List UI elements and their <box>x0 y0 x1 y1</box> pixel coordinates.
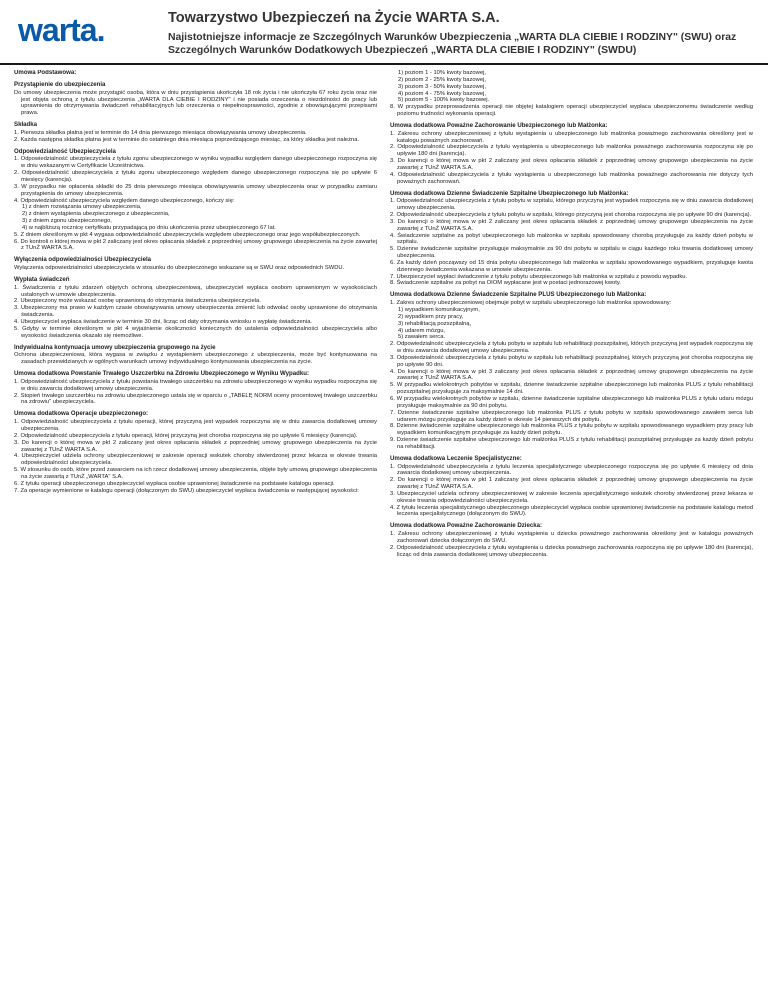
section-heading: Wypłata świadczeń <box>14 275 70 283</box>
section <box>14 149 377 253</box>
paragraph: Ochrona ubezpieczeniowa, która wygasa w związku z wystąpieniem ubezpieczonego z ubezpieczenia, może być kontynuowana na zasadach przewidzianych w ogólnych warunkach umowy indywidualnego kontynuowania ubezpieczenia na życie. <box>14 352 377 366</box>
paragraph: 3. Odpowiedzialność ubezpieczyciela z tytułu pobytu w szpitalu lub rehabilitacji pozszpitalnej, których przyczyną jest choroba rozpoczyna się po upływie 90 dni. <box>390 354 753 368</box>
paragraph: 5. W przypadku wielokrotnych pobytów w szpitalu, dzienne świadczenie szpitalne ubezpieczonego lub małżonka PLUS z tytułu rehabilitacji pozszpitalnej przysługuje za maksymalnie 14 dni. <box>390 382 753 396</box>
paragraph: 3. Ubezpieczony ma prawo w każdym czasie obowiązywania umowy ubezpieczenia zmienić lub odwołać osoby uprawnione do otrzymania świadczenia. <box>14 305 377 319</box>
list-item: 2) poziom 2 - 25% kwoty bazowej, <box>398 76 486 83</box>
paragraph: 6. Z tytułu operacji ubezpieczonego ubezpieczyciel wypłaca osobie uprawnionej świadczenie na podstawie katalogu operacji. <box>14 480 335 487</box>
left-column <box>14 70 377 990</box>
section <box>14 277 377 340</box>
paragraph: 1. Zakresu ochrony ubezpieczeniowej z tytułu wystąpienia u dziecka poważnego zachorowania określony jest w katalogu poważnych zachorowań dziecka dołączonym do SWU. <box>390 531 753 544</box>
paragraph: 4. Do karencji o której mowa w pkt 3 zaliczany jest okres opłacania składek z poprzedniej umowy grupowego ubezpieczenia na życie zawartej z TUnŻ WARTA S.A. <box>390 368 753 382</box>
list-item: 2) z dniem wystąpienia ubezpieczonego z ubezpieczenia, <box>22 211 170 218</box>
paragraph: 2. Do karencji o której mowa w pkt 1 zaliczany jest okres opłacania składek z poprzedniej umowy grupowego ubezpieczenia na życie zawartej z TUnŻ WARTA S.A. <box>390 477 753 491</box>
paragraph: 4. Ubezpieczyciel udziela ochrony ubezpieczeniowej w zakresie operacji wskutek choroby stwierdzonej przez lekarza w okresie trwania odpowiedzialności ubezpieczyciela. <box>14 453 377 467</box>
paragraph: 2. Odpowiedzialność ubezpieczyciela z tytułu wystąpienia u dziecka poważnego zachorowania rozpoczyna się po upływie 180 dni (karencja), licząc od dnia zawarcia dodatkowej umowy ubezpieczenia. <box>390 544 753 558</box>
section <box>390 123 753 186</box>
list-item: 5) zawałem serca. <box>398 334 446 341</box>
paragraph: 8. Dzienne świadczenie szpitalne ubezpieczonego lub małżonka PLUS z tytułu pobytu w szpitalu spowodowanego wypadkiem przy pracy lub wypadkiem komunikacyjnym przysługuje za każdy dzień pobytu. <box>390 423 753 437</box>
section-heading: Składka <box>14 121 38 129</box>
paragraph: 5. Z dniem określonym w pkt 4 wygasa odpowiedzialność ubezpieczyciela względem ubezpieczonego oraz jego współubezpieczonych. <box>14 231 361 238</box>
right-column <box>390 70 753 990</box>
list-item: 4) poziom 4 - 75% kwoty bazowej, <box>398 90 486 97</box>
list-item: 4) w najbliższą rocznicę certyfikatu przypadającą po dniu ukończenia przez ubezpieczonego 67 lat. <box>22 224 276 231</box>
list-item: 3) poziom 3 - 50% kwoty bazowej, <box>398 83 486 90</box>
paragraph: 4. Odpowiedzialność ubezpieczyciela względem danego ubezpieczonego, kończy się: <box>14 197 235 204</box>
paragraph: 4. Świadczenie szpitalne za pobyt ubezpieczonego lub małżonka w szpitalu spowodowany chorobą przysługuje za każdy dzień pobytu w szpitalu. <box>390 232 753 246</box>
paragraph: 6. Do kontroli o której mowa w pkt 2 zaliczany jest okres opłacania składek z poprzedniej umowy grupowego ubezpieczenia na życie zawartej z TUnŻ WARTA S.A. <box>14 238 377 252</box>
paragraph: 3. Ubezpieczyciel udziela ochrony ubezpieczeniowej w zakresie leczenia specjalistycznego wskutek choroby stwierdzonej przez lekarza w okresie trwania odpowiedzialności ubezpieczyciela. <box>390 490 753 504</box>
paragraph: 2. Odpowiedzialność ubezpieczyciela z tytułu zgonu ubezpieczonego względem danego ubezpieczonego rozpoczyna się po upływie 6 miesięcy (karencja). <box>14 170 377 183</box>
paragraph: 1. Zakres ochrony ubezpieczeniowej obejmuje pobyt w szpitalu ubezpieczonego lub małżonka spowodowany: <box>390 300 672 307</box>
paragraph: Do umowy ubezpieczenia może przystąpić osoba, która w dniu przystąpienia ukończyła 18 rok życia i nie ukończyła 67 roku życia oraz nie jest objęta ochroną z tytułu ubezpieczenia „WARTA DLA CIEBIE I RODZINY" i nie posiada orzeczenia o niezdolności do pracy lub uprawnienia do otrzymywania świadczeń rehabilitacyjnych lub orzeczenia o niepełnosprawności, zgodnie z obowiązującymi przepisami prawa. <box>14 89 377 117</box>
section-heading: Umowa dodatkowa Operacje ubezpieczonego: <box>14 410 149 418</box>
document-header <box>0 0 768 62</box>
section <box>390 70 753 118</box>
section <box>390 456 753 519</box>
paragraph: 2. Odpowiedzialność ubezpieczyciela z tytułu pobytu w szpitalu, którego przyczyną jest choroba rozpoczyna się po upływie 90 dni (karencja). <box>390 212 752 219</box>
header-divider <box>0 63 768 65</box>
section-heading: Umowa dodatkowa Powstanie Trwałego Uszczerbku na Zdrowiu Ubezpieczonego w Wyniku Wypadku: <box>14 370 310 378</box>
list-item: 3) z dniem zgonu ubezpieczonego, <box>22 218 112 225</box>
list-item: 3) rehabilitacją pozszpitalną, <box>398 320 472 327</box>
paragraph: 1. Odpowiedzialność ubezpieczyciela z tytułu leczenia specjalistycznego ubezpieczonego rozpoczyna się po upływie 6 miesięcy od dnia zawarcia dodatkowej umowy ubezpieczenia. <box>390 463 753 477</box>
paragraph: 4. Z tytułu leczenia specjalistycznego ubezpieczonego ubezpieczyciel wypłaca osobie uprawnionej świadczenie na podstawie katalogu metod leczenia specjalistycznego (dołączonym do SWU). <box>390 504 753 518</box>
paragraph: 9. Dzienne świadczenie szpitalne ubezpieczonego lub małżonka PLUS z tytułu rehabilitacji pozszpitalnej przysługuje za każdy dzień pobytu na rehabilitacji. <box>390 437 753 450</box>
section-heading: Umowa dodatkowa Leczenie Specjalistyczne: <box>390 454 522 462</box>
section <box>14 371 377 406</box>
paragraph: 1. Odpowiedzialność ubezpieczyciela z tytułu operacji, której przyczyną jest wypadek rozpoczyna się w dniu zawarcia dodatkowej umowy ubezpieczenia. <box>14 419 377 432</box>
list-item: 5) poziom 5 - 100% kwoty bazowej. <box>398 97 490 104</box>
paragraph: 8. Świadczenie szpitalne za pobyt na OIOM wypłacane jest w postaci jednorazowej kwoty. <box>390 280 621 287</box>
paragraph: 1. Odpowiedzialność ubezpieczyciela z tytułu powstania trwałego uszczerbku na zdrowiu ubezpieczonego w wyniku wypadku rozpoczyna się w dniu zawarcia dodatkowej umowy ubezpieczenia. <box>14 378 377 392</box>
paragraph: 2. Odpowiedzialność ubezpieczyciela z tytułu wystąpienia u ubezpieczonego lub małżonka poważnego zachorowania rozpoczyna się po upływie 180 dni (karencja). <box>390 144 753 158</box>
section <box>14 122 377 144</box>
section-heading: Umowa Podstawowa: <box>14 70 77 76</box>
section <box>14 82 377 117</box>
section-heading: Odpowiedzialność Ubezpieczyciela <box>14 147 116 155</box>
section <box>390 523 753 558</box>
paragraph: 3. W przypadku nie opłacenia składki do 25 dnia pierwszego miesiąca obowiązywania umowy ubezpieczenia oraz w przypadku zamiaru przystąpienia do umowy ubezpieczenia. <box>14 183 377 197</box>
paragraph: 6. Za każdy dzień począwszy od 15 dnia pobytu ubezpieczonego lub małżonka w szpitalu spowodowanego wypadkiem, przysługuje kwota dziennego świadczenia wskazana w umowie ubezpieczenia. <box>390 259 753 273</box>
paragraph: 2. Stopień trwałego uszczerbku na zdrowiu ubezpieczonego ustala się w oparciu o „TABELĘ NORM oceny procentowej trwałego uszczerbku na zdrowiu" ubezpieczyciela. <box>14 392 377 406</box>
section <box>14 70 377 77</box>
paragraph: 3. Do karencji o której mowa w pkt 2 zaliczany jest okres opłacania składek z poprzedniej umowy grupowego ubezpieczenia na życie zawartej z TUnŻ WARTA S.A. <box>14 439 377 453</box>
section <box>14 345 377 367</box>
paragraph: 1. Zakresu ochrony ubezpieczeniowej z tytułu wystąpienia u ubezpieczonego lub małżonka poważnego zachorowania określony jest w katalogu poważnych zachorowań. <box>390 130 753 144</box>
paragraph: 3. Do karencji o której mowa w pkt 2 zaliczany jest okres opłacania składek z poprzedniej umowy grupowego ubezpieczenia na życie zawartej z TUnŻ WARTA S.A. <box>390 218 753 232</box>
section-heading: Umowa dodatkowa Poważne Zachorowanie Dziecka: <box>390 522 543 530</box>
paragraph: 2. Odpowiedzialność ubezpieczyciela z tytułu pobytu w szpitalu lub rehabilitacji pozszpitalnej, których przyczyną jest wypadek rozpoczyna się w dniu zawarcia dodatkowej umowy ubezpieczenia. <box>390 341 753 355</box>
list-item: 4) udarem mózgu, <box>398 327 446 334</box>
paragraph: 5. Gdyby w terminie określonym w pkt 4 wyjaśnienie okoliczności koniecznych do ustalenia odpowiedzialności ubezpieczyciela albo wysokości świadczenia okazało się niemożliwe. <box>14 325 377 339</box>
svg-text:warta.: warta. <box>18 16 105 46</box>
paragraph: 1. Odpowiedzialność ubezpieczyciela z tytułu pobytu w szpitalu, którego przyczyną jest wypadek rozpoczyna się w dniu zawarcia dodatkowej umowy ubezpieczenia. <box>390 198 753 212</box>
section-heading: Umowa dodatkowa Poważne Zachorowanie Ubezpieczonego lub Małżonka: <box>390 121 608 129</box>
list-item: 1) wypadkiem komunikacyjnym, <box>398 307 480 313</box>
paragraph: Wyłączenia odpowiedzialności ubezpieczyciela w stosunku do ubezpieczonego wskazane są w SWU oraz odpowiednich SWDU. <box>14 265 345 272</box>
paragraph: 1. Pierwsza składka płatna jest w terminie do 14 dnia pierwszego miesiąca obowiązywania umowy ubezpieczenia. <box>14 129 307 136</box>
section <box>14 411 377 494</box>
section <box>14 257 377 272</box>
paragraph: 7. Za operacje wymienione w katalogu operacji (dołączonym do SWU) ubezpieczyciel wypłaca świadczenia w następującej wysokości: <box>14 487 359 494</box>
paragraph: 6. W przypadku wielokrotnych pobytów w szpitalu, dzienne świadczenie szpitalne ubezpieczonego lub małżonka PLUS z tytułu udaru mózgu przysługuje maksymalnie za 90 dni pobytu. <box>390 395 753 409</box>
section <box>390 191 753 288</box>
paragraph: 1. Odpowiedzialność ubezpieczyciela z tytułu zgonu ubezpieczonego w wyniku wypadku względem danego ubezpieczonego rozpoczyna się w dniu wskazanym w Certyfikacie Ucześtnictwa. <box>14 156 377 170</box>
paragraph: 5. W stosunku do osób, które przed zawarciem na ich rzecz dodatkowej umowy ubezpieczenia, objęte były umową grupowego ubezpieczenia na życie zawartą z TUnŻ „WARTA" S.A. <box>14 467 377 480</box>
section-heading: Umowa dodatkowa Dzienne Świadczenie Szpitalne Ubezpieczonego lub Małżonka: <box>390 189 629 197</box>
paragraph: 2. Każda następna składka płatna jest w terminie do ostatniego dnia miesiąca poprzedzającego miesiąc, za który składka jest należna. <box>14 136 360 143</box>
paragraph: 5. Dzienne świadczenie szpitalne przysługuje maksymalnie za 90 dni pobytu w szpitalu w ciągu każdego roku trwania dodatkowej umowy ubezpieczenia. <box>390 246 753 260</box>
paragraph: 8. W przypadku przeprowadzenia operacji nie objętej katalogiem operacji ubezpieczyciel wypłaca ubezpieczonemu świadczenie według poziomu trudności wykonania operacji. <box>390 104 753 118</box>
section <box>390 292 753 450</box>
paragraph: 4. Ubezpieczyciel wypłaca świadczenie w terminie 30 dni, licząc od daty otrzymania wniosku o wypłatę świadczenia. <box>14 319 313 325</box>
section-heading: Wyłączenia odpowiedzialności Ubezpieczyciela <box>14 256 152 264</box>
paragraph: 2. Ubezpieczony może wskazać osobę uprawnioną do otrzymania świadczenia ubezpieczyciela. <box>14 298 261 305</box>
paragraph: 7. Dzienne świadczenie szpitalne ubezpieczonego lub małżonka PLUS z tytułu pobytu w szpitalu spowodowanego zawałem serca lub udarem mózgu przysługuje za każdy dzień w okresie 14 pierwszych dni pobytu. <box>390 409 753 423</box>
paragraph: 4. Odpowiedzialność ubezpieczyciela z tytułu wystąpienia u ubezpieczonego lub małżonka poważnego zachorowania nie dotyczy tych poważnych zachorowań. <box>390 171 753 185</box>
section-heading: Umowa dodatkowa Dzienne Świadczenie Szpitalne PLUS Ubezpieczonego lub Małżonka: <box>390 291 647 299</box>
paragraph: 2. Odpowiedzialność ubezpieczyciela z tytułu operacji, której przyczyną jest choroba rozpoczyna się po upływie 6 miesięcy (karencja). <box>14 432 358 439</box>
list-item: 2) wypadkiem przy pracy, <box>398 313 464 320</box>
paragraph: 1. Świadczenia z tytułu zdarzeń objętych ochroną ubezpieczeniową, ubezpieczyciel wypłaca osobom uprawnionym w wysokościach ustalonych w umowie ubezpieczenia. <box>14 284 377 298</box>
paragraph: 3. Do karencji o której mowa w pkt 2 zaliczany jest okres opłacania składek z poprzedniej umowy grupowego ubezpieczenia na życie zawartej z TUnŻ WARTA S.A. <box>390 158 753 171</box>
section-heading: Indywidualna kontynuacja umowy ubezpieczenia grupowego na życie <box>14 343 216 351</box>
paragraph: 7. Ubezpieczyciel wypłaci świadczenie z tytułu pobytu ubezpieczonego lub małżonka w szpitalu z powodu wypadku. <box>390 273 688 280</box>
list-item: 1) z dniem rozwiązania umowy ubezpieczenia, <box>22 204 142 211</box>
list-item: 1) poziom 1 - 10% kwoty bazowej, <box>398 70 486 76</box>
section-heading: Przystąpienie do ubezpieczenia <box>14 80 106 88</box>
warta-logo <box>18 16 148 46</box>
company-name: Towarzystwo Ubezpieczeń na Życie WARTA S.A. <box>168 10 500 26</box>
document-subtitle: Najistotniejsze informacje ze Szczególnych Warunków Ubezpieczenia „WARTA DLA CIEBIE I RODZINY" (SWU) oraz Szczególnych Warunków Dodatkowych Ubezpieczeń „WARTA DLA CIEBIE I RODZINY" (SWDU) <box>168 32 737 56</box>
